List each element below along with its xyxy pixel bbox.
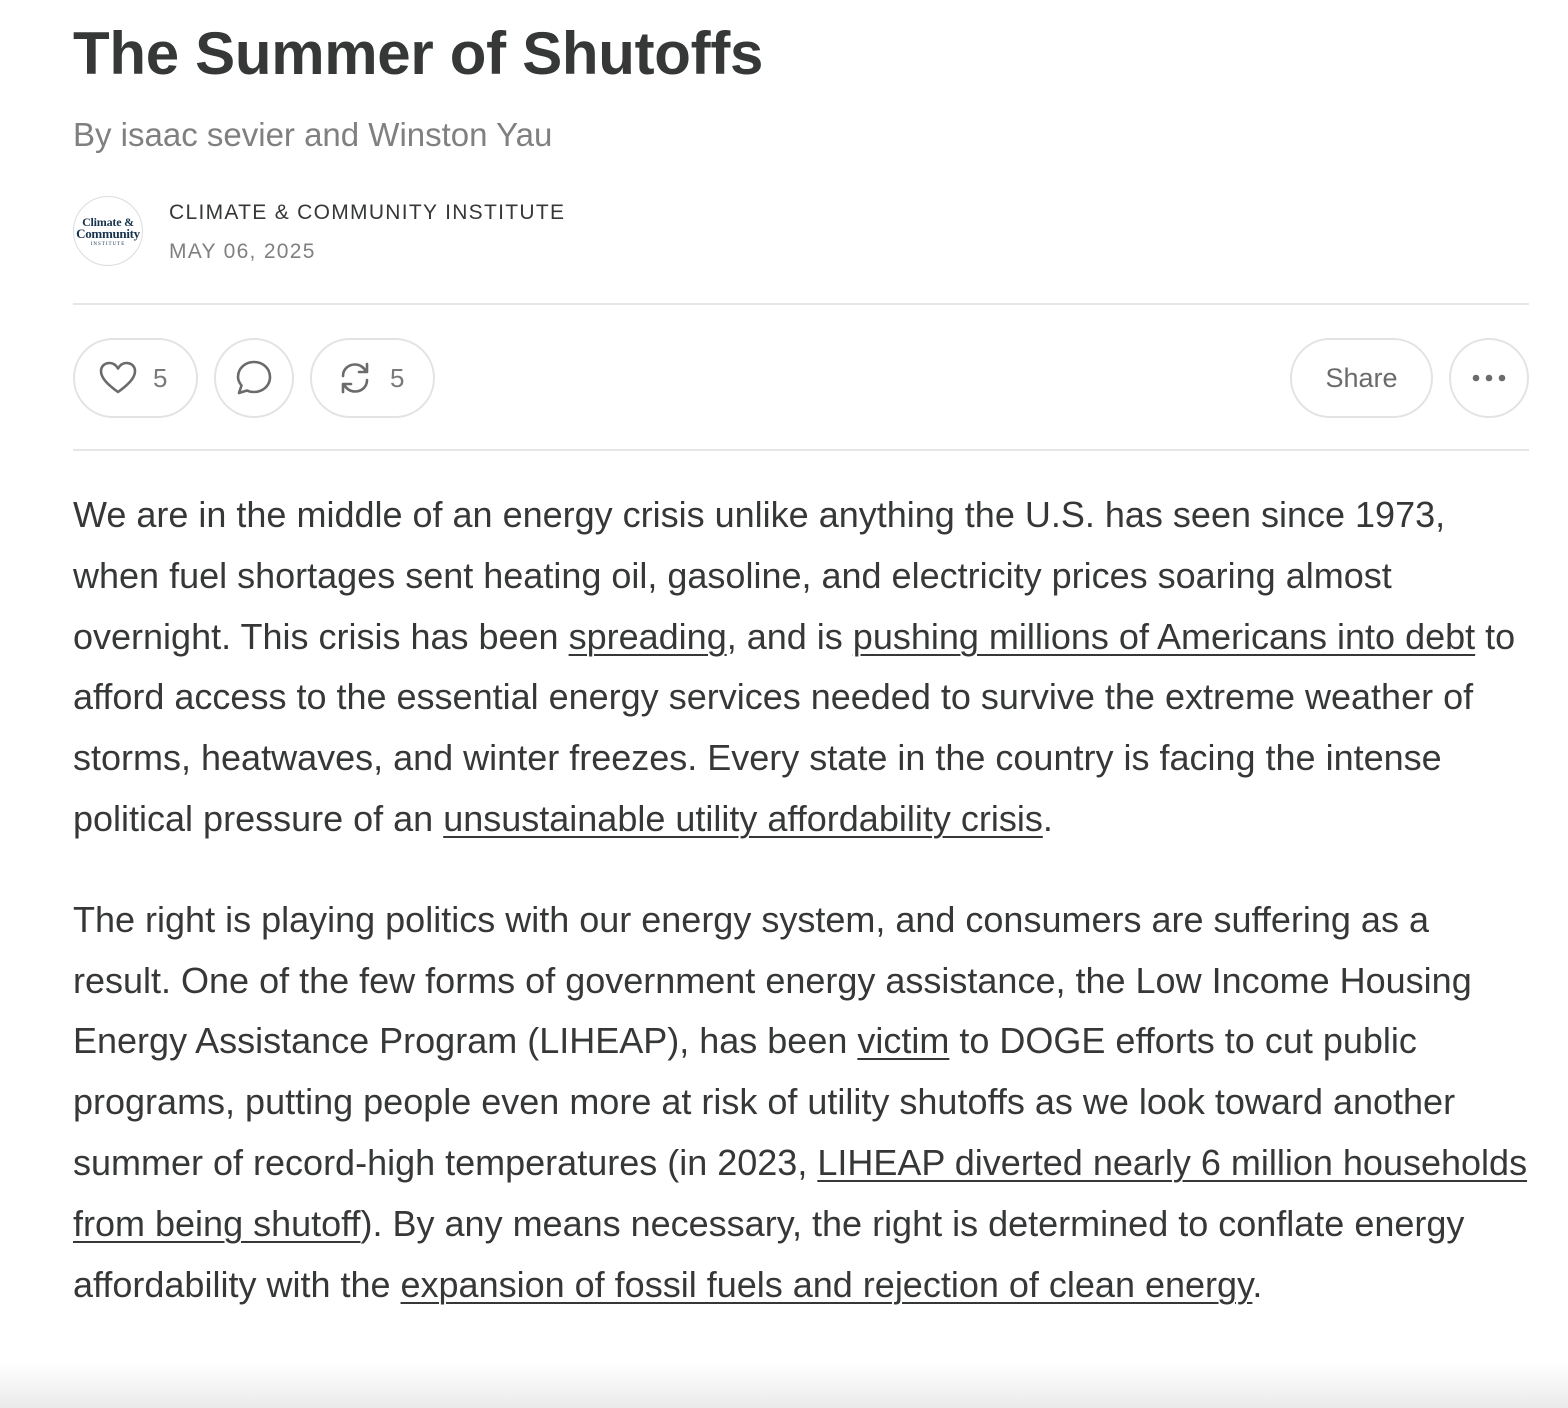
inline-link[interactable]: spreading: [568, 615, 727, 657]
body-paragraph-1: [73, 485, 1529, 850]
avatar-logo-text-2: Community: [76, 225, 140, 241]
paragraph-text: .: [1042, 797, 1053, 839]
paragraph-text: to afford access to the essential energy services needed to survive the extreme weather of storms, heatwaves, and winter freezes. Every state in the country is facing the intense political pressure of an: [73, 615, 1516, 839]
restack-count: 5: [390, 362, 405, 393]
divider-top: [73, 303, 1529, 305]
bottom-fade: [0, 1362, 1568, 1408]
publication-avatar[interactable]: [73, 196, 143, 266]
restack-button[interactable]: [310, 338, 435, 418]
paragraph-text: The right is playing politics with our energy system, and consumers are suffering as a result. One of the few forms of government energy assistance, the Low Income Housing Energy Assistance Program (LIHEAP), has been: [73, 898, 1472, 1062]
post-title: The Summer of Shutoffs: [73, 20, 764, 87]
paragraph-text: , and is: [726, 615, 853, 657]
comment-button[interactable]: [214, 338, 294, 418]
paragraph-text: We are in the middle of an energy crisis unlike anything the U.S. has seen since 1973, when fuel shortages sent heating oil, gasoline, and electricity prices soaring almost overnight. This crisis has been: [73, 494, 1446, 657]
comment-bubble-icon: [235, 359, 273, 397]
avatar-logo-text-3: INSTITUTE: [90, 241, 126, 247]
inline-link[interactable]: expansion of fossil fuels and rejection of clean energy: [400, 1263, 1253, 1305]
inline-link[interactable]: LIHEAP diverted nearly 6 million households from being shutoff: [73, 1141, 1528, 1244]
inline-link[interactable]: unsustainable utility affordability crisis: [443, 797, 1043, 839]
like-button[interactable]: [73, 338, 198, 418]
more-options-button[interactable]: [1449, 338, 1529, 418]
paragraph-text: ). By any means necessary, the right is determined to conflate energy affordability with the: [73, 1202, 1465, 1305]
divider-bottom: [73, 449, 1529, 451]
more-dots-icon: [1472, 374, 1506, 382]
heart-icon: [99, 361, 137, 395]
post-body: [73, 485, 1529, 1355]
paragraph-text: to DOGE efforts to cut public programs, putting people even more at risk of utility shutoffs as we look toward another summer of record-high temperatures (in 2023,: [73, 1020, 1456, 1183]
paragraph-text: .: [1252, 1263, 1263, 1305]
body-paragraph-2: [73, 890, 1529, 1316]
post-byline[interactable]: By isaac sevier and Winston Yau: [73, 116, 553, 153]
share-button[interactable]: Share: [1290, 338, 1433, 418]
avatar-logo-text-1: Climate &: [82, 214, 134, 229]
like-count: 5: [153, 362, 168, 393]
inline-link[interactable]: victim: [857, 1020, 950, 1062]
publication-name[interactable]: CLIMATE & COMMUNITY INSTITUTE: [169, 201, 566, 224]
restack-icon: [336, 359, 374, 397]
post-date: MAY 06, 2025: [169, 240, 316, 263]
inline-link[interactable]: pushing millions of Americans into debt: [852, 615, 1476, 657]
